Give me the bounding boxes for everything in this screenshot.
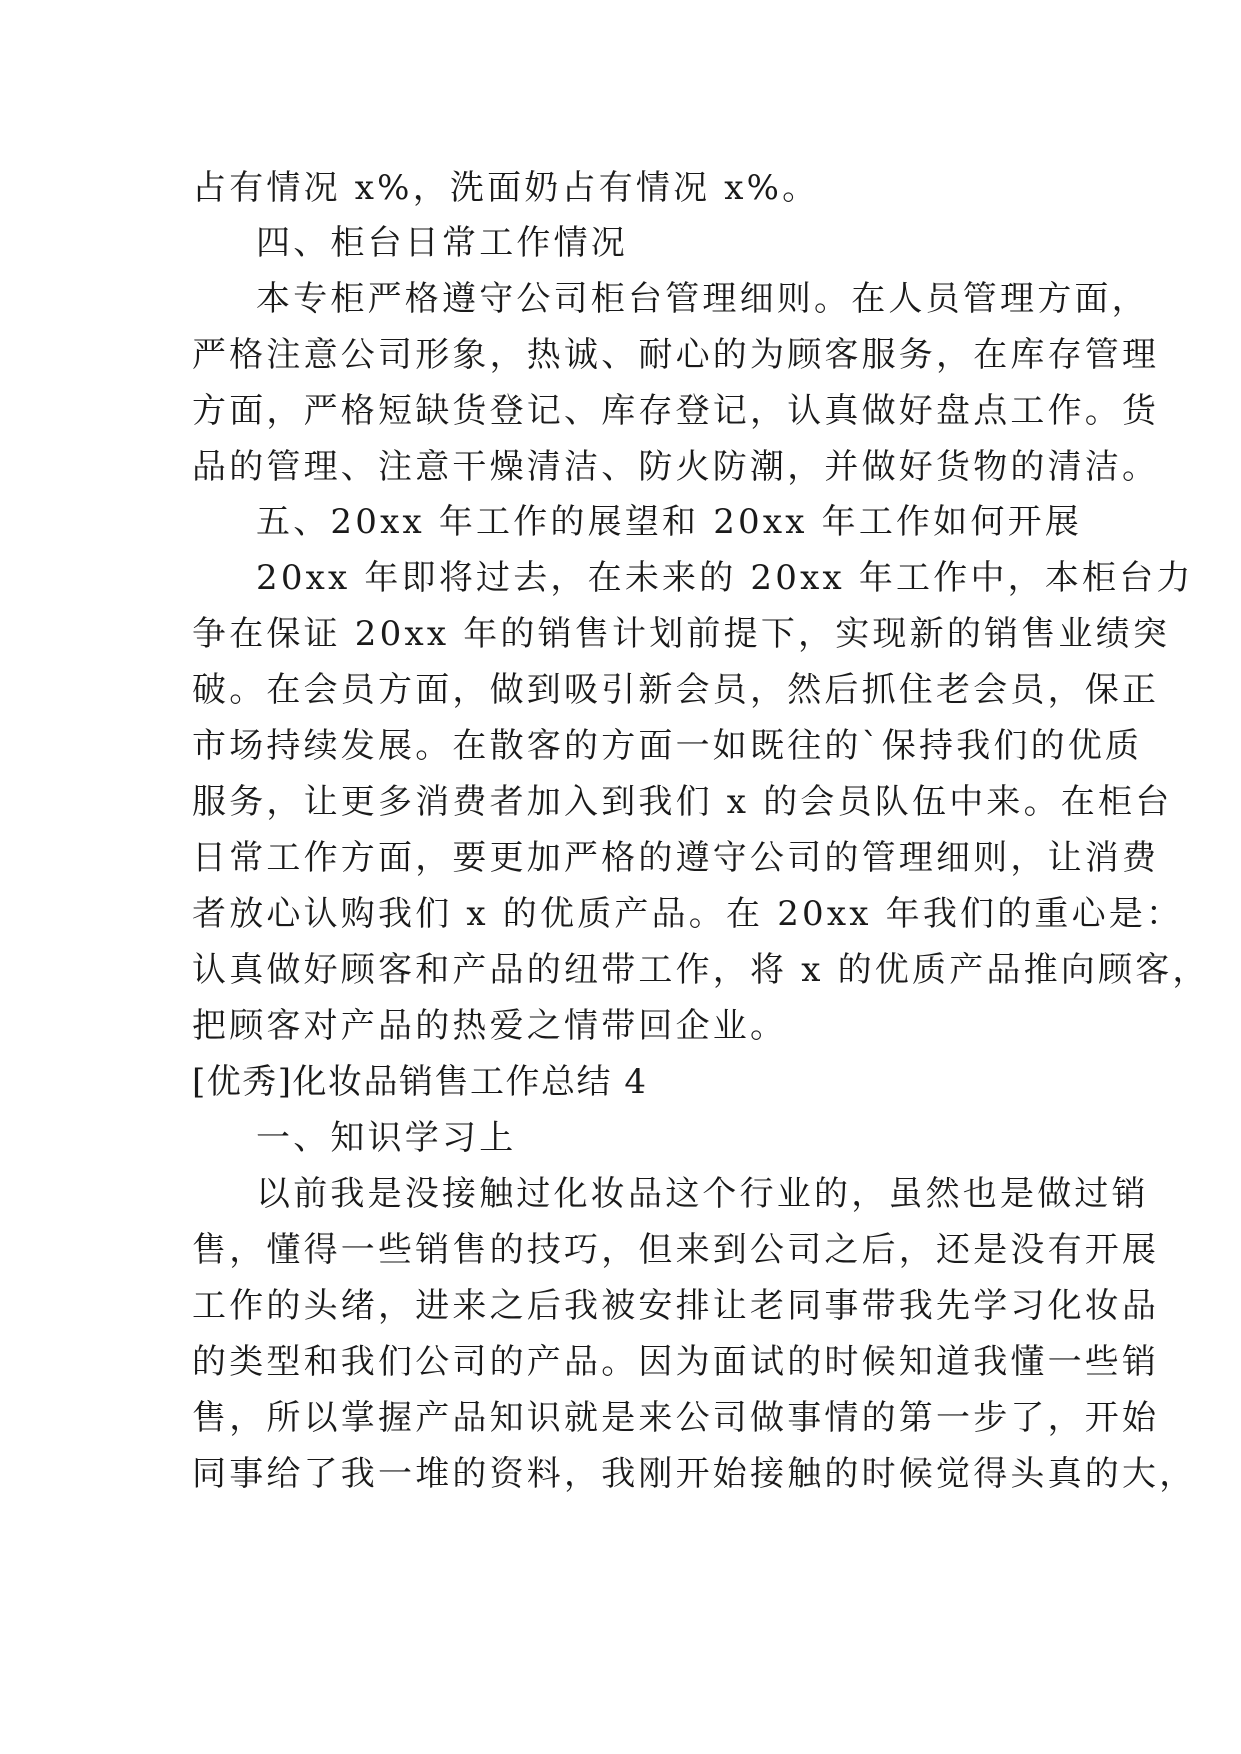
text-line: 同事给了我一堆的资料，我刚开始接触的时候觉得头真的大， [192,1454,1197,1494]
text-line: 工作的头绪，进来之后我被安排让老同事带我先学习化妆品 [192,1286,1160,1326]
text-line: 品的管理、注意干燥清洁、防火防潮，并做好货物的清洁。 [192,447,1160,487]
section-heading: 四、柜台日常工作情况 [256,223,628,263]
text-line: 售，所以掌握产品知识就是来公司做事情的第一步了，开始 [192,1398,1160,1438]
text-line: 售，懂得一些销售的技巧，但来到公司之后，还是没有开展 [192,1230,1160,1270]
text-line: 者放心认购我们 x 的优质产品。在 20xx 年我们的重心是： [192,894,1184,934]
text-line: 以前我是没接触过化妆品这个行业的，虽然也是做过销 [256,1174,1149,1214]
text-line: 的类型和我们公司的产品。因为面试的时候知道我懂一些销 [192,1342,1160,1382]
text-line: 破。在会员方面，做到吸引新会员，然后抓住老会员，保正 [192,670,1160,710]
text-line: 20xx 年即将过去，在未来的 20xx 年工作中，本柜台力 [256,558,1194,598]
text-line: 市场持续发展。在散客的方面一如既往的`保持我们的优质 [192,726,1143,766]
text-line: 争在保证 20xx 年的销售计划前提下，实现新的销售业绩突 [192,614,1171,654]
text-line: 本专柜严格遵守公司柜台管理细则。在人员管理方面， [256,279,1149,319]
text-line: 严格注意公司形象，热诚、耐心的为顾客服务，在库存管理 [192,335,1160,375]
text-line: 日常工作方面，要更加严格的遵守公司的管理细则，让消费 [192,838,1160,878]
text-line: 把顾客对产品的热爱之情带回企业。 [192,1006,788,1046]
text-line: 认真做好顾客和产品的纽带工作，将 x 的优质产品推向顾客， [192,950,1210,990]
text-line: 占有情况 x%，洗面奶占有情况 x%。 [192,168,820,208]
text-line: 服务，让更多消费者加入到我们 x 的会员队伍中来。在柜台 [192,782,1173,822]
section-heading: 五、20xx 年工作的展望和 20xx 年工作如何开展 [256,502,1083,542]
section-heading: 一、知识学习上 [256,1118,517,1158]
text-line: 方面，严格短缺货登记、库存登记，认真做好盘点工作。货 [192,391,1160,431]
document-title: [优秀]化妆品销售工作总结 4 [192,1062,648,1102]
